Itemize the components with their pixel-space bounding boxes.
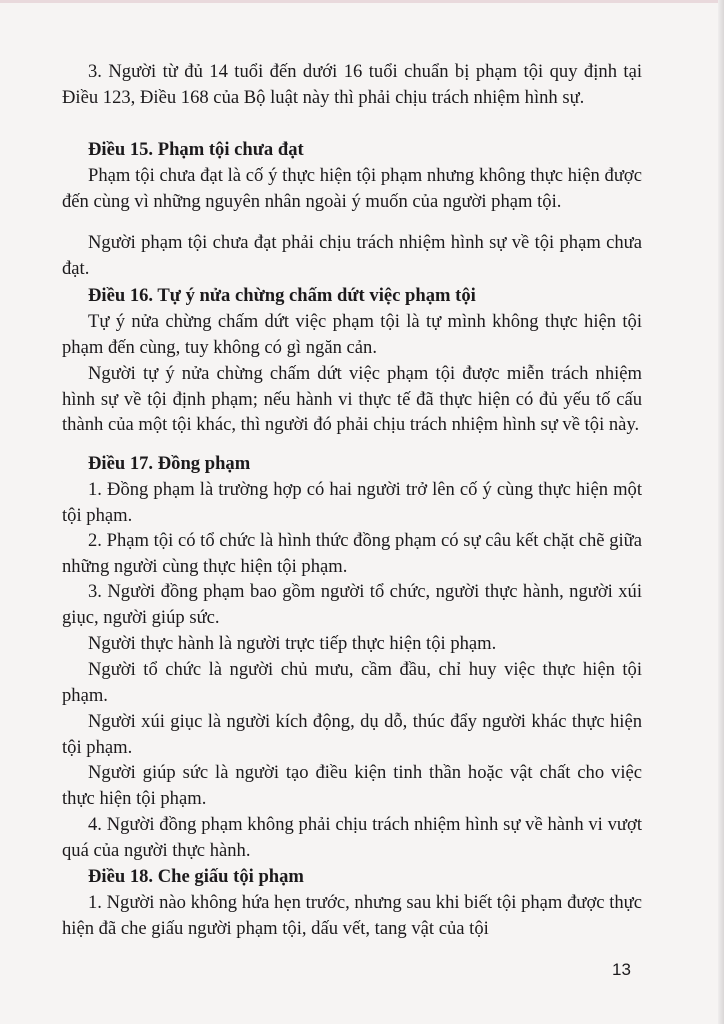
heading-article-17: Điều 17. Đồng phạm <box>88 453 251 474</box>
heading-article-16: Điều 16. Tự ý nửa chừng chấm dứt việc phạm tội <box>88 285 476 306</box>
paragraph: 4. Người đồng phạm không phải chịu trách nhiệm hình sự về hành vi vượt quá của người thực hành. <box>62 814 642 861</box>
paragraph: Người phạm tội chưa đạt phải chịu trách nhiệm hình sự về tội phạm chưa đạt. <box>62 232 642 279</box>
paragraph: Người giúp sức là người tạo điều kiện tinh thần hoặc vật chất cho việc thực hiện tội phạm. <box>62 762 642 809</box>
scan-right-edge <box>718 0 724 1024</box>
paragraph: Người thực hành là người trực tiếp thực hiện tội phạm. <box>88 633 497 654</box>
paragraph: 1. Người nào không hứa hẹn trước, nhưng sau khi biết tội phạm được thực hiện đã che giấu người phạm tội, dấu vết, tang vật của tội <box>62 892 642 939</box>
paragraph: 3. Người đồng phạm bao gồm người tổ chức, người thực hành, người xúi giục, người giúp sức. <box>62 581 642 628</box>
heading-article-15: Điều 15. Phạm tội chưa đạt <box>88 139 304 160</box>
heading-article-18: Điều 18. Che giấu tội phạm <box>88 866 304 887</box>
paragraph: 2. Phạm tội có tổ chức là hình thức đồng phạm có sự câu kết chặt chẽ giữa những người cùng thực hiện tội phạm. <box>62 530 642 577</box>
scan-top-edge <box>0 0 724 3</box>
paragraph: Tự ý nửa chừng chấm dứt việc phạm tội là tự mình không thực hiện tội phạm đến cùng, tuy không có gì ngăn cản. <box>62 311 642 358</box>
paragraph: 1. Đồng phạm là trường hợp có hai người trở lên cố ý cùng thực hiện một tội phạm. <box>62 479 642 526</box>
paragraph: Phạm tội chưa đạt là cố ý thực hiện tội phạm nhưng không thực hiện được đến cùng vì những nguyên nhân ngoài ý muốn của người phạm tội. <box>62 165 642 212</box>
paragraph: Người xúi giục là người kích động, dụ dỗ, thúc đẩy người khác thực hiện tội phạm. <box>62 711 642 758</box>
paragraph: Người tổ chức là người chủ mưu, cầm đầu, chỉ huy việc thực hiện tội phạm. <box>62 659 642 706</box>
paragraph-article14-clause3: 3. Người từ đủ 14 tuổi đến dưới 16 tuổi chuẩn bị phạm tội quy định tại Điều 123, Điều 168 của Bộ luật này thì phải chịu trách nhiệm hình sự. <box>62 61 642 108</box>
page-number: 13 <box>612 960 631 979</box>
paragraph: Người tự ý nửa chừng chấm dứt việc phạm tội được miễn trách nhiệm hình sự về tội định phạm; nếu hành vi thực tế đã thực hiện có đủ yếu tố cấu thành của một tội khác, thì người đó phải chịu trách nhiệm hình sự về tội này. <box>62 363 642 436</box>
